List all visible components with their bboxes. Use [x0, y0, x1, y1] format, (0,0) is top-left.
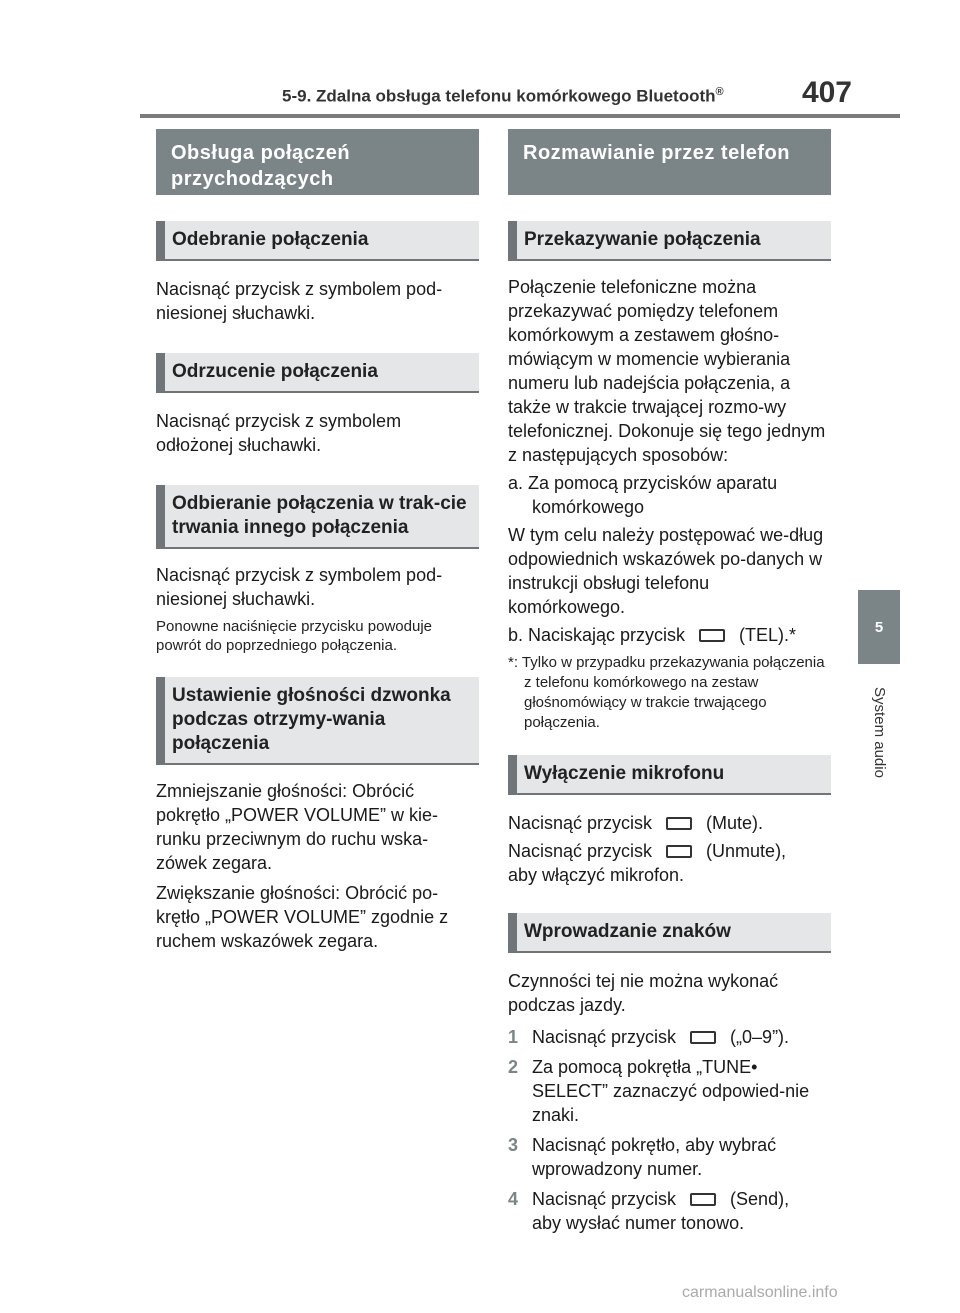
- unmute-prefix: Nacisnąć przycisk: [508, 841, 653, 861]
- step-text: [532, 1025, 789, 1049]
- chapter-side-label-text: System audio: [870, 686, 888, 778]
- subtitle-call-transfer: Przekazywanie połączenia: [508, 221, 831, 261]
- header-divider: [140, 114, 900, 118]
- step-2: [508, 1055, 831, 1127]
- step-4: [508, 1187, 831, 1235]
- mute-prefix: Nacisnąć przycisk: [508, 813, 653, 833]
- step-4-suffix: (Send),: [730, 1189, 790, 1209]
- transfer-option-a: a. Za pomocą przycisków aparatu komórkowego: [508, 473, 778, 517]
- tel-button-icon: [699, 629, 725, 642]
- transfer-footnote: *: Tylko w przypadku przekazywania połączenia z telefonu komórkowego na zestaw głośnomówiący w trakcie trwającego połączenia.: [508, 654, 825, 731]
- step-number: 3: [508, 1135, 519, 1155]
- subtitle-reject-call: Odrzucenie połączenia: [156, 353, 479, 393]
- chapter-title: [282, 86, 724, 107]
- subtitle-answer-call: Odebranie połączenia: [156, 221, 479, 261]
- enter-characters-text: Czynności tej nie można wykonać podczas jazdy.: [508, 971, 779, 1015]
- section-title-incoming-calls: Obsługa połączeń przychodzących: [156, 129, 479, 195]
- volume-decrease-text: Zmniejszanie głośności: Obrócić pokrętło „POWER VOLUME” w kie-runku przeciwnym do ruchu wska-zówek zegara.: [156, 781, 439, 873]
- step-1: [508, 1025, 831, 1049]
- transfer-option-b-prefix: b. Naciskając przycisk: [508, 625, 686, 645]
- call-waiting-note: Ponowne naciśnięcie przycisku powoduje powrót do poprzedniego połączenia.: [156, 618, 432, 654]
- chapter-tab[interactable]: 5: [858, 590, 900, 664]
- call-transfer-text: Połączenie telefoniczne można przekazywać pomiędzy telefonem komórkowym a zestawem głośno-mówiącym w momencie wybierania numeru lub nadejścia połączenia, a także w trakcie trwającej rozmo-wy telefonicznej. Dokonuje się tego jednym z następujących sposobów:: [508, 277, 826, 465]
- step-3: [508, 1133, 831, 1181]
- left-column: [156, 129, 479, 953]
- unmute-suffix: (Unmute),: [706, 841, 787, 861]
- transfer-option-b: [508, 623, 831, 647]
- right-column: [508, 129, 831, 1235]
- step-number: 4: [508, 1189, 519, 1209]
- step-4-prefix: Nacisnąć przycisk: [532, 1189, 677, 1209]
- mute-text: [508, 811, 831, 835]
- answer-call-text: Nacisnąć przycisk z symbolem pod-niesionej słuchawki.: [156, 279, 443, 323]
- send-button-icon: [690, 1193, 716, 1206]
- transfer-option-a-text: W tym celu należy postępować we-dług odpowiednich wskazówek po-danych w instrukcji obsługi telefonu komórkowego.: [508, 525, 824, 617]
- step-number: 2: [508, 1057, 519, 1077]
- chapter-side-label: [858, 672, 900, 792]
- watermark: carmanualsonline.info: [682, 1284, 838, 1301]
- mute-button-icon: [666, 817, 692, 830]
- unmute-text: [508, 839, 831, 887]
- registered-mark: ®: [715, 86, 724, 98]
- step-text: Za pomocą pokrętła „TUNE• SELECT” zaznaczyć odpowied-nie znaki.: [532, 1057, 810, 1125]
- page-number: 407: [801, 76, 852, 109]
- section-title-talking: Rozmawianie przez telefon: [508, 129, 831, 195]
- transfer-option-b-suffix: (TEL).*: [739, 625, 797, 645]
- subtitle-call-waiting: Odbieranie połączenia w trak-cie trwania innego połączenia: [156, 485, 479, 549]
- step-number: 1: [508, 1027, 519, 1047]
- unmute-button-icon: [666, 845, 692, 858]
- page-header: [282, 76, 852, 116]
- step-text: [532, 1187, 789, 1235]
- subtitle-mute-mic: Wyłączenie mikrofonu: [508, 755, 831, 795]
- step-4-line2: aby wysłać numer tonowo.: [532, 1213, 745, 1233]
- mute-suffix: (Mute).: [706, 813, 764, 833]
- call-waiting-text: Nacisnąć przycisk z symbolem pod-niesionej słuchawki.: [156, 565, 443, 609]
- subtitle-ringtone-volume: Ustawienie głośności dzwonka podczas otrzymy-wania połączenia: [156, 677, 479, 765]
- unmute-line2: aby włączyć mikrofon.: [508, 865, 685, 885]
- chapter-title-text: 5-9. Zdalna obsługa telefonu komórkowego Bluetooth: [282, 86, 716, 106]
- step-1-prefix: Nacisnąć przycisk: [532, 1027, 677, 1047]
- step-text: Nacisnąć pokrętło, aby wybrać wprowadzony numer.: [532, 1135, 777, 1179]
- subtitle-enter-characters: Wprowadzanie znaków: [508, 913, 831, 953]
- reject-call-text: Nacisnąć przycisk z symbolem odłożonej słuchawki.: [156, 411, 402, 455]
- digit-button-icon: [690, 1031, 716, 1044]
- step-1-suffix: („0–9”).: [730, 1027, 790, 1047]
- volume-increase-text: Zwiększanie głośności: Obrócić po-krętło „POWER VOLUME” zgodnie z ruchem wskazówek zegara.: [156, 883, 449, 951]
